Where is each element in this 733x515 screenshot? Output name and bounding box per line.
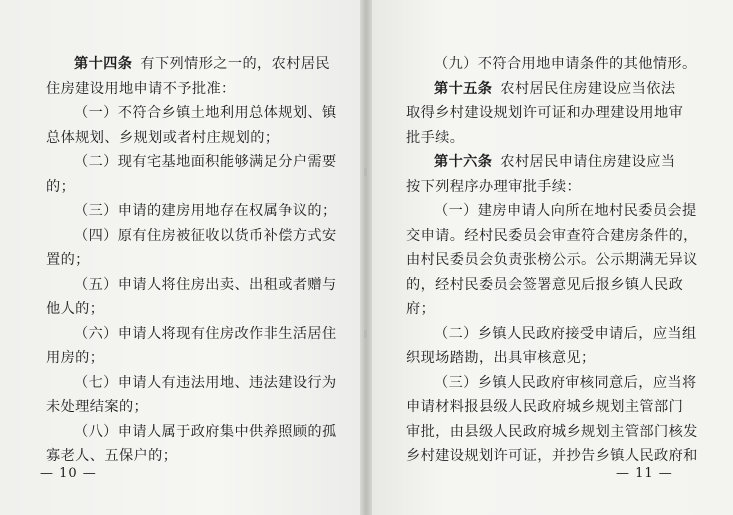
line-text: （一）建房申请人向所在地村民委员会提 [434,203,697,219]
text-line [46,322,338,347]
text-line [46,248,338,273]
text-line [406,395,706,420]
line-text: 审批，由县级人民政府城乡规划主管部门核发 [406,423,698,440]
text-line [46,224,338,249]
text-line [406,297,706,322]
text-line [406,199,706,224]
binding-mark [364,330,367,338]
text-line [406,175,706,200]
text-line [46,395,338,420]
text-line [46,444,338,469]
line-text: 由村民委员会负责张榜公示。公示期满无异议 [406,252,698,268]
text-line [46,52,338,77]
line-text: （五）申请人将住房出卖、出租或者赠与 [74,276,337,293]
article-heading: 第十六条 [434,154,493,170]
line-text: 住房建设用地申请不予批准： [46,80,236,97]
line-text: （二）乡镇人民政府接受申请后，应当组 [434,325,697,342]
line-text: 交申请。经村民委员会审查符合建房条件的， [406,227,698,244]
right-page [372,0,733,515]
text-line [406,346,706,371]
text-line [46,273,338,298]
line-text: 织现场踏勘，出具审核意见； [406,350,596,366]
line-text: 按下列程序办理审批手续： [406,178,582,195]
text-line [46,77,338,102]
line-text: 的，经村民委员会签署意见后报乡镇人民政 [406,276,684,293]
line-text: 乡村建设规划许可证，并抄告乡镇人民政府和 [406,448,698,464]
line-text: （四）原有住房被征收以货币补偿方式安 [74,227,337,244]
line-text: （三）乡镇人民政府审核同意后，应当将 [434,374,697,391]
text-line [406,371,706,396]
text-line [406,322,706,347]
text-line [46,297,338,322]
line-text: 批手续。 [406,129,465,146]
text-line [46,199,338,224]
line-text: （八）申请人属于政府集中供养照顾的孤 [74,423,337,440]
text-line [406,52,706,77]
article-heading: 第十五条 [434,80,493,97]
binding-mark [364,168,367,176]
page-gutter [360,0,372,515]
line-text: 总体规划、乡规划或者村庄规划的； [46,129,280,146]
line-text: （一）不符合乡镇土地利用总体规划、镇 [74,105,337,121]
line-text: 用房的； [46,350,105,366]
line-text: （九）不符合用地申请条件的其他情形。 [434,56,697,72]
left-page-number: — 10 — [40,466,97,481]
line-text: 未处理结案的； [46,399,149,415]
line-text: 取得乡村建设规划许可证和办理建设用地审 [406,105,684,121]
text-line [46,150,338,175]
line-text: 置的； [46,252,90,268]
right-page-text [406,52,706,469]
text-line [46,101,338,126]
text-line [406,150,706,175]
right-page-number: — 11 — [616,466,673,481]
line-text: （七）申请人有违法用地、违法建设行为 [74,374,337,391]
line-text: （三）申请的建房用地存在权属争议的； [74,203,337,219]
text-line [46,126,338,151]
line-text: （六）申请人将现有住房改作非生活居住 [74,325,337,342]
text-line [46,175,338,200]
text-line [406,444,706,469]
article-heading: 第十四条 [74,56,133,72]
text-line [406,420,706,445]
text-line [406,101,706,126]
line-text: 有下列情形之一的，农村居民 [140,56,330,72]
line-text: 农村居民住房建设应当依法 [500,80,676,97]
line-text: 他人的； [46,301,105,317]
text-line [46,420,338,445]
line-text: （二）现有宅基地面积能够满足分户需要 [74,154,337,170]
text-line [46,371,338,396]
line-text: 申请材料报县级人民政府城乡规划主管部门 [406,399,684,415]
text-line [406,126,706,151]
text-line [406,77,706,102]
line-text: 寡老人、五保户的； [46,448,178,464]
text-line [406,273,706,298]
left-page-text [46,52,338,469]
line-text: 农村居民申请住房建设应当 [500,154,676,170]
text-line [46,346,338,371]
text-line [406,248,706,273]
line-text: 府； [406,301,436,317]
line-text: 的； [46,178,76,195]
left-page [0,0,360,515]
text-line [406,224,706,249]
